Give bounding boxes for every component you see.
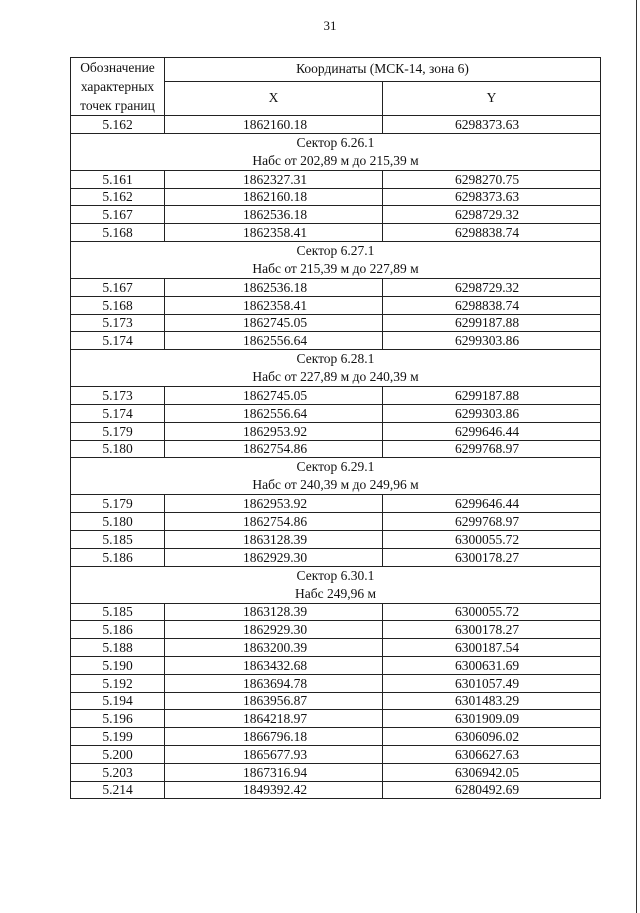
y-coordinate-cell: 6300178.27 bbox=[383, 548, 601, 566]
table-row bbox=[71, 224, 601, 242]
table-row bbox=[71, 495, 601, 513]
sector-height-range: Набс от 240,39 м до 249,96 м bbox=[252, 477, 419, 493]
table-row bbox=[71, 387, 601, 405]
table-row bbox=[71, 116, 601, 134]
sector-title: Сектор 6.26.1 bbox=[296, 134, 375, 150]
table-row bbox=[71, 188, 601, 206]
table-row bbox=[71, 763, 601, 781]
page-number: 31 bbox=[323, 18, 337, 33]
point-cell: 5.185 bbox=[71, 603, 165, 621]
table-row bbox=[71, 639, 601, 657]
table-row bbox=[71, 206, 601, 224]
point-cell: 5.194 bbox=[71, 692, 165, 710]
table-row bbox=[71, 530, 601, 548]
x-coordinate-cell: 1862953.92 bbox=[165, 422, 383, 440]
point-cell: 5.196 bbox=[71, 710, 165, 728]
point-cell: 5.190 bbox=[71, 656, 165, 674]
y-coordinate-cell: 6300631.69 bbox=[383, 656, 601, 674]
x-coordinate-cell: 1862754.86 bbox=[165, 513, 383, 531]
y-coordinate-cell: 6298373.63 bbox=[383, 188, 601, 206]
table-row bbox=[71, 332, 601, 350]
x-coordinate-cell: 1862160.18 bbox=[165, 188, 383, 206]
x-coordinate-cell: 1862745.05 bbox=[165, 314, 383, 332]
x-coordinate-cell: 1862953.92 bbox=[165, 495, 383, 513]
x-coordinate-cell: 1849392.42 bbox=[165, 781, 383, 799]
table-row bbox=[71, 314, 601, 332]
point-cell: 5.161 bbox=[71, 170, 165, 188]
sector-height-range: Набс 249,96 м bbox=[294, 585, 377, 601]
point-cell: 5.179 bbox=[71, 422, 165, 440]
table-body bbox=[71, 116, 601, 799]
y-coordinate-cell: 6299768.97 bbox=[383, 513, 601, 531]
y-coordinate-cell: 6299646.44 bbox=[383, 422, 601, 440]
sector-heading-row bbox=[71, 350, 601, 387]
table-row bbox=[71, 170, 601, 188]
sector-heading bbox=[71, 458, 601, 495]
point-cell: 5.168 bbox=[71, 296, 165, 314]
y-coordinate-cell: 6298838.74 bbox=[383, 224, 601, 242]
y-coordinate-cell: 6299187.88 bbox=[383, 387, 601, 405]
point-cell: 5.168 bbox=[71, 224, 165, 242]
y-coordinate-cell: 6298729.32 bbox=[383, 206, 601, 224]
x-coordinate-cell: 1862754.86 bbox=[165, 440, 383, 458]
page-edge-line bbox=[636, 0, 637, 913]
y-coordinate-cell: 6299768.97 bbox=[383, 440, 601, 458]
x-coordinate-cell: 1867316.94 bbox=[165, 763, 383, 781]
point-cell: 5.180 bbox=[71, 440, 165, 458]
table-row bbox=[71, 404, 601, 422]
sector-heading bbox=[71, 241, 601, 278]
table-row bbox=[71, 781, 601, 799]
point-cell: 5.185 bbox=[71, 530, 165, 548]
y-coordinate-cell: 6301909.09 bbox=[383, 710, 601, 728]
sector-heading bbox=[71, 133, 601, 170]
y-coordinate-cell: 6300187.54 bbox=[383, 639, 601, 657]
y-coordinate-cell: 6299646.44 bbox=[383, 495, 601, 513]
x-coordinate-cell: 1862536.18 bbox=[165, 206, 383, 224]
x-coordinate-cell: 1862745.05 bbox=[165, 387, 383, 405]
x-column-header: X bbox=[165, 81, 383, 115]
y-coordinate-cell: 6280492.69 bbox=[383, 781, 601, 799]
point-cell: 5.203 bbox=[71, 763, 165, 781]
point-cell: 5.192 bbox=[71, 674, 165, 692]
sector-height-range: Набс от 227,89 м до 240,39 м bbox=[252, 369, 419, 385]
table-row bbox=[71, 621, 601, 639]
x-coordinate-cell: 1864218.97 bbox=[165, 710, 383, 728]
sector-title: Сектор 6.28.1 bbox=[296, 351, 375, 367]
point-cell: 5.200 bbox=[71, 745, 165, 763]
point-cell: 5.180 bbox=[71, 513, 165, 531]
x-coordinate-cell: 1863128.39 bbox=[165, 530, 383, 548]
table-row bbox=[71, 692, 601, 710]
y-coordinate-cell: 6300055.72 bbox=[383, 530, 601, 548]
sector-heading-row bbox=[71, 133, 601, 170]
table-row bbox=[71, 548, 601, 566]
y-coordinate-cell: 6298270.75 bbox=[383, 170, 601, 188]
table-row bbox=[71, 513, 601, 531]
x-coordinate-cell: 1863128.39 bbox=[165, 603, 383, 621]
sector-height-range: Набс от 215,39 м до 227,89 м bbox=[252, 260, 419, 276]
table-row bbox=[71, 440, 601, 458]
x-coordinate-cell: 1862536.18 bbox=[165, 278, 383, 296]
coordinates-table bbox=[70, 57, 601, 799]
point-cell: 5.167 bbox=[71, 278, 165, 296]
y-coordinate-cell: 6306942.05 bbox=[383, 763, 601, 781]
sector-heading bbox=[71, 350, 601, 387]
sector-heading-row bbox=[71, 241, 601, 278]
point-cell: 5.179 bbox=[71, 495, 165, 513]
x-coordinate-cell: 1863694.78 bbox=[165, 674, 383, 692]
sector-title: Сектор 6.29.1 bbox=[296, 459, 375, 475]
point-cell: 5.188 bbox=[71, 639, 165, 657]
point-cell: 5.186 bbox=[71, 621, 165, 639]
x-coordinate-cell: 1862556.64 bbox=[165, 332, 383, 350]
point-cell: 5.199 bbox=[71, 728, 165, 746]
x-coordinate-cell: 1862327.31 bbox=[165, 170, 383, 188]
y-coordinate-cell: 6299303.86 bbox=[383, 404, 601, 422]
y-coordinate-cell: 6298373.63 bbox=[383, 116, 601, 134]
table-row bbox=[71, 710, 601, 728]
y-coordinate-cell: 6300178.27 bbox=[383, 621, 601, 639]
x-coordinate-cell: 1865677.93 bbox=[165, 745, 383, 763]
x-coordinate-cell: 1862556.64 bbox=[165, 404, 383, 422]
x-coordinate-cell: 1862929.30 bbox=[165, 548, 383, 566]
table-row bbox=[71, 603, 601, 621]
y-coordinate-cell: 6298838.74 bbox=[383, 296, 601, 314]
table-header bbox=[71, 58, 601, 116]
point-cell: 5.167 bbox=[71, 206, 165, 224]
point-designation-header: Обозначение характерных точек границ bbox=[71, 58, 165, 116]
point-cell: 5.173 bbox=[71, 314, 165, 332]
x-coordinate-cell: 1862160.18 bbox=[165, 116, 383, 134]
table-row bbox=[71, 728, 601, 746]
table-row bbox=[71, 278, 601, 296]
y-column-header: Y bbox=[383, 81, 601, 115]
y-coordinate-cell: 6300055.72 bbox=[383, 603, 601, 621]
y-coordinate-cell: 6306096.02 bbox=[383, 728, 601, 746]
x-coordinate-cell: 1863956.87 bbox=[165, 692, 383, 710]
x-coordinate-cell: 1863432.68 bbox=[165, 656, 383, 674]
table-row bbox=[71, 745, 601, 763]
point-cell: 5.173 bbox=[71, 387, 165, 405]
y-coordinate-cell: 6301483.29 bbox=[383, 692, 601, 710]
x-coordinate-cell: 1866796.18 bbox=[165, 728, 383, 746]
y-coordinate-cell: 6299303.86 bbox=[383, 332, 601, 350]
x-coordinate-cell: 1862929.30 bbox=[165, 621, 383, 639]
sector-heading-row bbox=[71, 566, 601, 603]
x-coordinate-cell: 1862358.41 bbox=[165, 224, 383, 242]
y-coordinate-cell: 6299187.88 bbox=[383, 314, 601, 332]
y-coordinate-cell: 6298729.32 bbox=[383, 278, 601, 296]
point-cell: 5.174 bbox=[71, 332, 165, 350]
sector-height-range: Набс от 202,89 м до 215,39 м bbox=[252, 152, 419, 168]
sector-title: Сектор 6.27.1 bbox=[296, 242, 375, 258]
point-cell: 5.186 bbox=[71, 548, 165, 566]
table-row bbox=[71, 422, 601, 440]
table-row bbox=[71, 674, 601, 692]
x-coordinate-cell: 1863200.39 bbox=[165, 639, 383, 657]
sector-heading-row bbox=[71, 458, 601, 495]
point-cell: 5.162 bbox=[71, 188, 165, 206]
y-coordinate-cell: 6301057.49 bbox=[383, 674, 601, 692]
sector-heading bbox=[71, 566, 601, 603]
point-cell: 5.162 bbox=[71, 116, 165, 134]
point-cell: 5.214 bbox=[71, 781, 165, 799]
table-row bbox=[71, 656, 601, 674]
table-row bbox=[71, 296, 601, 314]
y-coordinate-cell: 6306627.63 bbox=[383, 745, 601, 763]
sector-title: Сектор 6.30.1 bbox=[296, 567, 375, 583]
x-coordinate-cell: 1862358.41 bbox=[165, 296, 383, 314]
point-cell: 5.174 bbox=[71, 404, 165, 422]
coordinates-system-header: Координаты (МСК-14, зона 6) bbox=[165, 58, 601, 82]
